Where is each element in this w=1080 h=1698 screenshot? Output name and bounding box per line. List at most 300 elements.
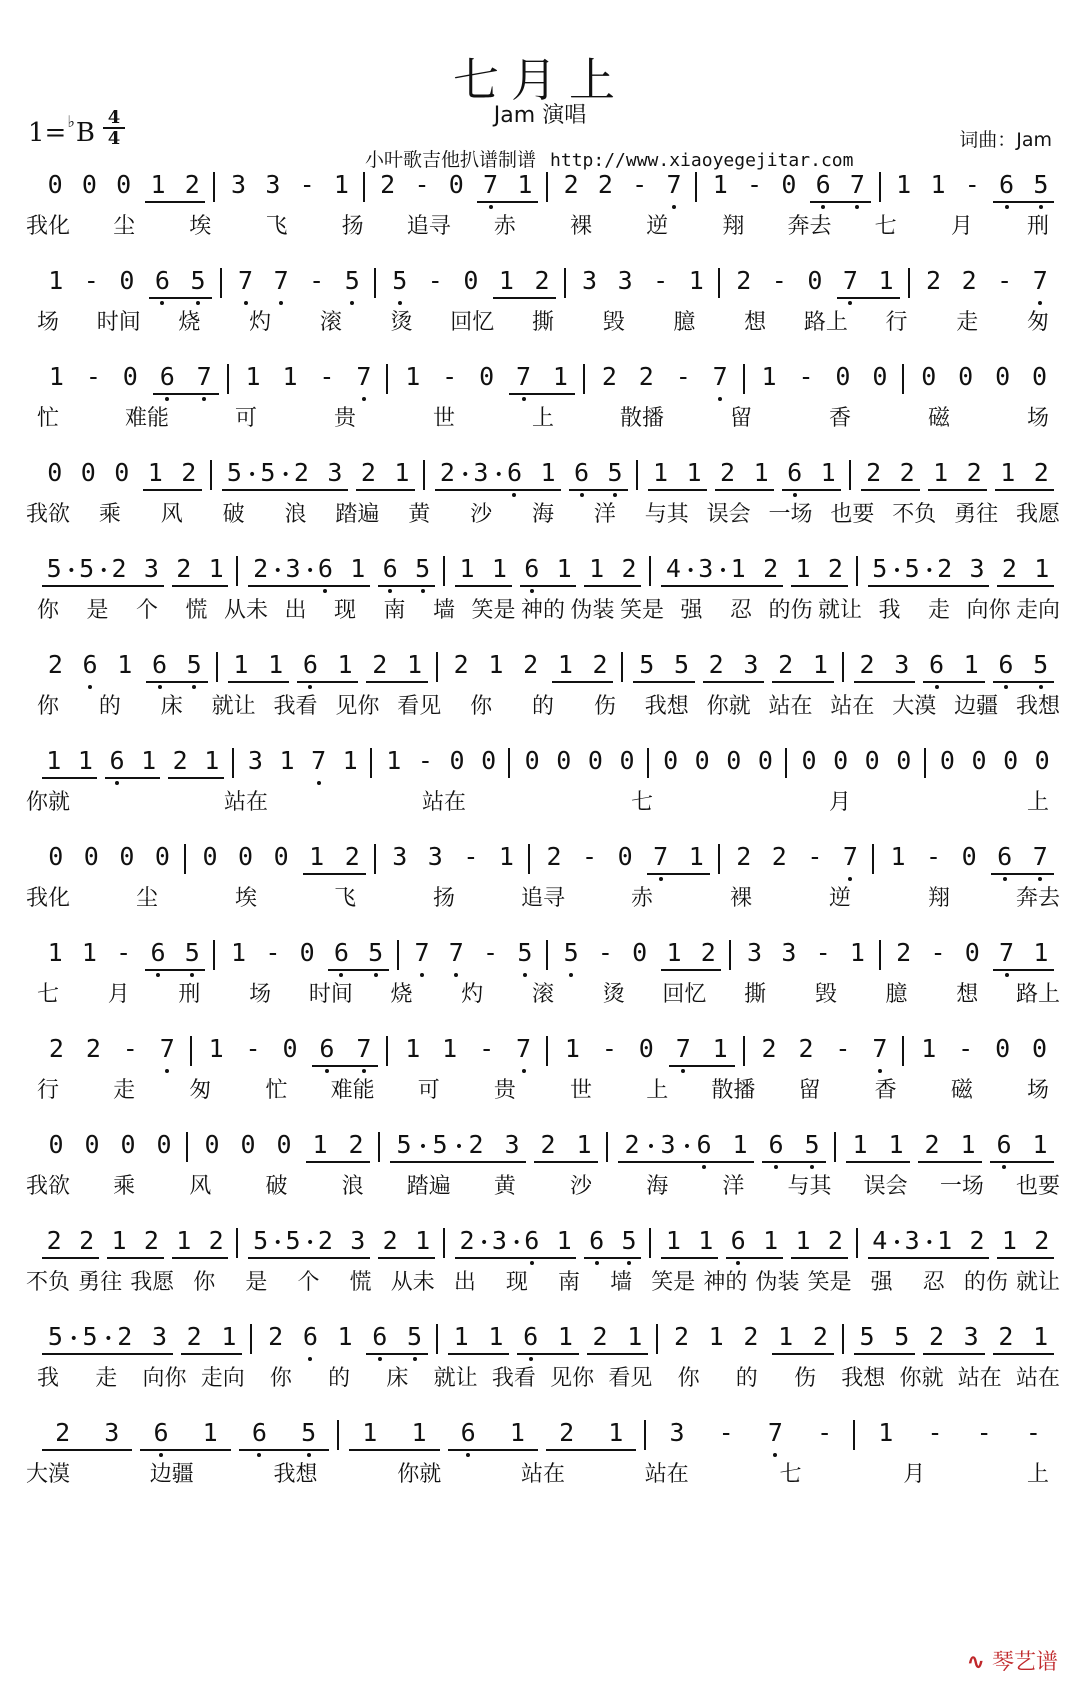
note: 0 <box>872 362 888 391</box>
lyric-word: 笑是 <box>651 1270 696 1295</box>
lyric-word: 破 <box>222 502 245 527</box>
barline <box>546 1036 548 1066</box>
note: - <box>771 266 787 295</box>
note: 1 <box>653 458 669 487</box>
note: 6 <box>589 1226 605 1255</box>
lyric-word: 尘 <box>135 886 158 911</box>
notes-line <box>28 650 1058 690</box>
note: 6 <box>997 842 1013 871</box>
note: 7 <box>356 362 372 391</box>
lyric-word: 我欲 <box>25 1174 70 1199</box>
note: 1 <box>394 458 410 487</box>
score-row <box>28 266 1058 366</box>
barline <box>842 1324 844 1354</box>
note: - <box>718 1418 734 1447</box>
note: 6 <box>573 458 590 487</box>
note: 1 <box>415 1226 431 1255</box>
lyric-word: 香 <box>828 406 851 431</box>
dot-mark: • <box>494 467 503 483</box>
note: 0 <box>448 170 464 199</box>
note: 1 <box>245 362 261 391</box>
lyric-word: 逆 <box>828 886 851 911</box>
note: - <box>927 1418 943 1447</box>
note: 2 <box>111 554 127 583</box>
beam-underline <box>455 585 512 587</box>
beam-underline <box>647 873 710 875</box>
lyric-word: 从未 <box>390 1270 435 1295</box>
note: 6 <box>696 1130 712 1159</box>
lyric-word: 我化 <box>25 214 70 239</box>
note: 7 <box>842 842 858 871</box>
note: 5 <box>344 266 360 295</box>
barline <box>363 172 365 202</box>
beam-underline <box>149 297 212 299</box>
lyric-word: 留 <box>729 406 752 431</box>
barline <box>856 556 858 586</box>
note: 2 <box>859 650 875 679</box>
barline <box>378 1132 380 1162</box>
note: 1 <box>279 746 295 775</box>
lyric-word: 伪装 <box>570 598 615 623</box>
lyric-word: 我想 <box>1015 694 1060 719</box>
note: 2 <box>798 1034 814 1063</box>
lyric-word: 忍 <box>729 598 752 623</box>
note: - <box>83 266 99 295</box>
lyric-word: 从未 <box>223 598 268 623</box>
barline <box>834 1132 836 1162</box>
beam-underline <box>366 1353 427 1355</box>
note: 1 <box>406 650 423 679</box>
note: 5 <box>260 458 276 487</box>
note: 6 <box>506 458 522 487</box>
lyric-word: 烧 <box>178 310 201 335</box>
lyric-word: 臆 <box>673 310 696 335</box>
lyric-word: 破 <box>265 1174 288 1199</box>
lyric-word: 我欲 <box>25 502 70 527</box>
lyric-word: 伤 <box>794 1366 817 1391</box>
lyric-word: 你 <box>36 694 59 719</box>
lyric-word: 七 <box>779 1462 802 1487</box>
beam-underline <box>993 681 1054 683</box>
lyrics-line <box>25 786 1058 822</box>
lyric-word: 贵 <box>333 406 356 431</box>
note: 2 <box>966 458 982 487</box>
note: 0 <box>1003 746 1019 775</box>
note: 1 <box>442 1034 458 1063</box>
note: 1 <box>498 266 514 295</box>
lyric-word: 海 <box>646 1174 669 1199</box>
dot-mark: • <box>461 467 470 483</box>
lyric-word: 撕 <box>744 982 767 1007</box>
note: 2 <box>924 1130 940 1159</box>
lyrics-line <box>28 978 1058 1014</box>
note: 7 <box>872 1034 888 1063</box>
note: 2 <box>268 1322 284 1351</box>
note: - <box>1025 1418 1041 1447</box>
lyric-word: 匆 <box>189 1078 212 1103</box>
key-prefix: 1= <box>28 118 67 148</box>
note: 6 <box>787 458 803 487</box>
beam-underline <box>448 1449 538 1451</box>
note: 2 <box>827 1226 843 1255</box>
note: - <box>417 746 433 775</box>
lyric-word: 我 <box>36 1366 59 1391</box>
lyric-word: 的 <box>98 694 121 719</box>
note: 5 <box>872 554 888 583</box>
beam-underline <box>172 585 229 587</box>
note: 2 <box>896 938 912 967</box>
lyric-word: 误会 <box>706 502 751 527</box>
barline <box>856 1228 858 1258</box>
score-row <box>25 170 1058 270</box>
beam-underline <box>726 1257 783 1259</box>
beam-underline <box>810 201 871 203</box>
note: 6 <box>524 1226 540 1255</box>
lyric-word: 你 <box>193 1270 216 1295</box>
notes-line <box>28 842 1058 882</box>
beam-underline <box>923 1353 984 1355</box>
note: 7 <box>767 1418 783 1447</box>
note: 2 <box>1033 458 1049 487</box>
lyrics-line <box>25 498 1060 534</box>
note: 1 <box>849 938 865 967</box>
note: 5 <box>415 554 431 583</box>
barline <box>374 268 376 298</box>
note: 1 <box>1001 1226 1017 1255</box>
barline <box>528 844 530 874</box>
lyric-word: 路上 <box>1015 982 1060 1007</box>
note: 3 <box>350 1226 366 1255</box>
note: 6 <box>730 1226 746 1255</box>
note: 3 <box>427 842 443 871</box>
note: 1 <box>1032 1130 1048 1159</box>
note: 2 <box>117 1322 133 1351</box>
note: 1 <box>312 1130 328 1159</box>
lyric-word: 风 <box>189 1174 212 1199</box>
note: 0 <box>47 170 63 199</box>
lyric-word: 走 <box>927 598 950 623</box>
lyric-word: 勇往 <box>78 1270 123 1295</box>
note: 1 <box>564 1034 580 1063</box>
lyric-word: 磁 <box>927 406 950 431</box>
source-url: http://www.xiaoyegejitar.com <box>550 150 854 171</box>
note: 2 <box>969 1226 985 1255</box>
score-row <box>25 842 1060 942</box>
note: 0 <box>80 458 96 487</box>
lyric-word: 月 <box>950 214 973 239</box>
note: 0 <box>961 842 977 871</box>
score-row <box>28 554 1058 654</box>
note: 6 <box>154 266 170 295</box>
note: 1 <box>150 170 166 199</box>
note: 1 <box>557 650 573 679</box>
lyric-word: 忙 <box>36 406 59 431</box>
note: 2 <box>143 1226 159 1255</box>
lyrics-line <box>28 594 1058 630</box>
lyricist-credit: 词曲：Jam <box>959 129 1052 151</box>
note: 3 <box>669 1418 685 1447</box>
beam-underline <box>328 969 389 971</box>
barline <box>423 460 425 490</box>
beam-underline <box>552 681 613 683</box>
lyric-word: 乘 <box>113 1174 136 1199</box>
note: 2 <box>523 650 539 679</box>
barline <box>397 940 399 970</box>
note: 1 <box>362 1418 378 1447</box>
note: 5 <box>517 938 533 967</box>
lyric-word: 慌 <box>185 598 208 623</box>
score-row <box>28 650 1058 750</box>
barline <box>879 172 881 202</box>
lyric-word: 臆 <box>885 982 908 1007</box>
lyric-word: 毁 <box>814 982 837 1007</box>
note: - <box>817 1418 833 1447</box>
lyric-word: 边疆 <box>149 1462 194 1487</box>
note: 1 <box>309 842 325 871</box>
note: 1 <box>111 1226 127 1255</box>
lyric-word: 浪 <box>341 1174 364 1199</box>
dot-mark: • <box>67 563 76 579</box>
note: 2 <box>55 1418 71 1447</box>
note: 0 <box>481 746 497 775</box>
note: 6 <box>815 170 831 199</box>
notes-line <box>28 746 1058 786</box>
note: 2 <box>439 458 455 487</box>
note: - <box>958 1034 974 1063</box>
barline <box>216 652 218 682</box>
note: 1 <box>342 746 358 775</box>
note: 3 <box>660 1130 676 1159</box>
note: 5 <box>396 1130 412 1159</box>
note: - <box>427 266 443 295</box>
note: 1 <box>937 1226 953 1255</box>
note: 1 <box>1034 554 1050 583</box>
beam-underline <box>715 489 774 491</box>
note: 2 <box>344 842 360 871</box>
lyric-word: 上 <box>646 1078 669 1103</box>
note: 6 <box>768 1130 784 1159</box>
note: 2 <box>186 1322 202 1351</box>
note: 2 <box>46 1226 62 1255</box>
note: 0 <box>449 746 465 775</box>
notes-line <box>28 458 1058 498</box>
note: 1 <box>386 746 402 775</box>
lyric-word: 滚 <box>319 310 342 335</box>
lyric-word: 见你 <box>550 1366 595 1391</box>
barline <box>370 748 372 778</box>
beam-underline <box>42 1449 132 1451</box>
note: 5 <box>253 1226 269 1255</box>
note: 3 <box>104 1418 120 1447</box>
watermark-logo <box>967 1645 1058 1676</box>
dot-mark: • <box>273 563 282 579</box>
lyric-word: 现 <box>505 1270 528 1295</box>
note: 0 <box>801 746 817 775</box>
note: 0 <box>154 842 170 871</box>
barline <box>842 652 844 682</box>
note: 1 <box>231 938 247 967</box>
barline <box>386 364 388 394</box>
note: 2 <box>771 842 787 871</box>
note: 6 <box>333 938 349 967</box>
note: 5 <box>392 266 408 295</box>
lyric-word: 场 <box>1026 1078 1049 1103</box>
note: 1 <box>778 1322 794 1351</box>
note: 5 <box>607 458 623 487</box>
note: 2 <box>763 554 779 583</box>
note: - <box>85 362 101 391</box>
lyric-word: 现 <box>333 598 356 623</box>
barline <box>250 1324 252 1354</box>
lyric-word: 就让 <box>817 598 862 623</box>
notes-line <box>28 1130 1058 1170</box>
lyric-word: 飞 <box>333 886 356 911</box>
note: 0 <box>81 170 97 199</box>
barline <box>583 364 585 394</box>
beam-underline <box>153 393 219 395</box>
note: 0 <box>617 842 633 871</box>
note: 5 <box>639 650 655 679</box>
barline <box>649 556 651 586</box>
note: 0 <box>757 746 773 775</box>
note: 0 <box>864 746 880 775</box>
lyric-word: 风 <box>160 502 183 527</box>
note: 7 <box>414 938 430 967</box>
note: 0 <box>276 1130 292 1159</box>
beam-underline <box>105 777 160 779</box>
barline <box>695 172 697 202</box>
note: 7 <box>849 170 865 199</box>
note: 6 <box>159 362 175 391</box>
notes-line <box>28 554 1058 594</box>
lyric-word: 大漠 <box>25 1462 70 1487</box>
lyric-word: 我看 <box>491 1366 536 1391</box>
dot-mark: • <box>512 1235 521 1251</box>
lyric-word: 黄 <box>408 502 431 527</box>
note: 0 <box>1032 362 1048 391</box>
lyric-word: 灼 <box>461 982 484 1007</box>
beam-underline <box>782 489 841 491</box>
note: 0 <box>48 842 64 871</box>
lyric-word: 看见 <box>397 694 442 719</box>
beam-underline <box>520 585 577 587</box>
note: - <box>597 938 613 967</box>
lyric-word: 时间 <box>96 310 141 335</box>
note: 2 <box>47 650 63 679</box>
note: 0 <box>120 1130 136 1159</box>
note: 2 <box>1034 1226 1050 1255</box>
note: 0 <box>202 842 218 871</box>
notes-line <box>28 170 1058 210</box>
beam-underline <box>42 585 164 587</box>
note: 3 <box>504 1130 520 1159</box>
lyric-word: 你 <box>677 1366 700 1391</box>
note: 2 <box>459 1226 475 1255</box>
note: 1 <box>753 458 769 487</box>
note: - <box>414 170 430 199</box>
note: 0 <box>83 842 99 871</box>
beam-underline <box>618 1161 754 1163</box>
beam-underline <box>517 1353 578 1355</box>
note: 3 <box>143 554 159 583</box>
note: 3 <box>582 266 598 295</box>
note: 7 <box>1032 842 1048 871</box>
note: 2 <box>184 170 200 199</box>
note: 0 <box>47 458 63 487</box>
note: - <box>997 266 1013 295</box>
note: 6 <box>998 650 1014 679</box>
lyric-word: 行 <box>36 1078 59 1103</box>
beam-underline <box>356 489 415 491</box>
note: 1 <box>557 1322 573 1351</box>
lyric-word: 走 <box>95 1366 118 1391</box>
note: 7 <box>356 1034 372 1063</box>
lyric-word: 翔 <box>722 214 745 239</box>
note: 1 <box>81 938 97 967</box>
lyric-word: 沙 <box>570 1174 593 1199</box>
lyric-word: 与其 <box>644 502 689 527</box>
beam-underline <box>569 489 628 491</box>
note: 1 <box>795 554 811 583</box>
note: 3 <box>747 938 763 967</box>
beam-underline <box>993 1353 1054 1355</box>
lyrics-line <box>28 402 1058 438</box>
note: 0 <box>122 362 138 391</box>
score-row <box>28 362 1058 462</box>
note: - <box>632 170 648 199</box>
note: 5 <box>285 1226 301 1255</box>
barline <box>853 1420 855 1450</box>
lyrics-line <box>28 1362 1058 1398</box>
note: 2 <box>708 650 724 679</box>
note: 1 <box>686 458 702 487</box>
beam-underline <box>791 585 848 587</box>
lyric-word: 见你 <box>335 694 380 719</box>
lyric-word: 踏遍 <box>335 502 380 527</box>
lyric-word: 埃 <box>189 214 212 239</box>
note: 1 <box>960 1130 976 1159</box>
note: - <box>976 1418 992 1447</box>
lyrics-line <box>25 1458 1058 1494</box>
beam-underline <box>669 1065 735 1067</box>
lyric-word: 扬 <box>341 214 364 239</box>
lyric-word: 误会 <box>863 1174 908 1199</box>
note: 2 <box>79 1226 95 1255</box>
note: 1 <box>47 938 63 967</box>
lyric-word: 难能 <box>124 406 169 431</box>
beam-underline <box>509 393 575 395</box>
note: 6 <box>382 554 398 583</box>
beam-underline <box>107 1257 164 1259</box>
note: 6 <box>319 1034 335 1063</box>
lyric-word: 上 <box>531 406 554 431</box>
note: 0 <box>240 1130 256 1159</box>
lyric-word: 时间 <box>308 982 353 1007</box>
beam-underline <box>923 681 984 683</box>
lyric-word: 也要 <box>1015 1174 1060 1199</box>
note: - <box>798 362 814 391</box>
barline <box>210 460 212 490</box>
lyric-word: 走向 <box>200 1366 245 1391</box>
note: 1 <box>589 554 605 583</box>
beam-underline <box>991 873 1054 875</box>
note: 3 <box>392 842 408 871</box>
dot-mark: • <box>682 1139 692 1155</box>
beam-underline <box>378 1257 435 1259</box>
note: 5 <box>184 938 200 967</box>
note: - <box>582 842 598 871</box>
note: - <box>807 842 823 871</box>
